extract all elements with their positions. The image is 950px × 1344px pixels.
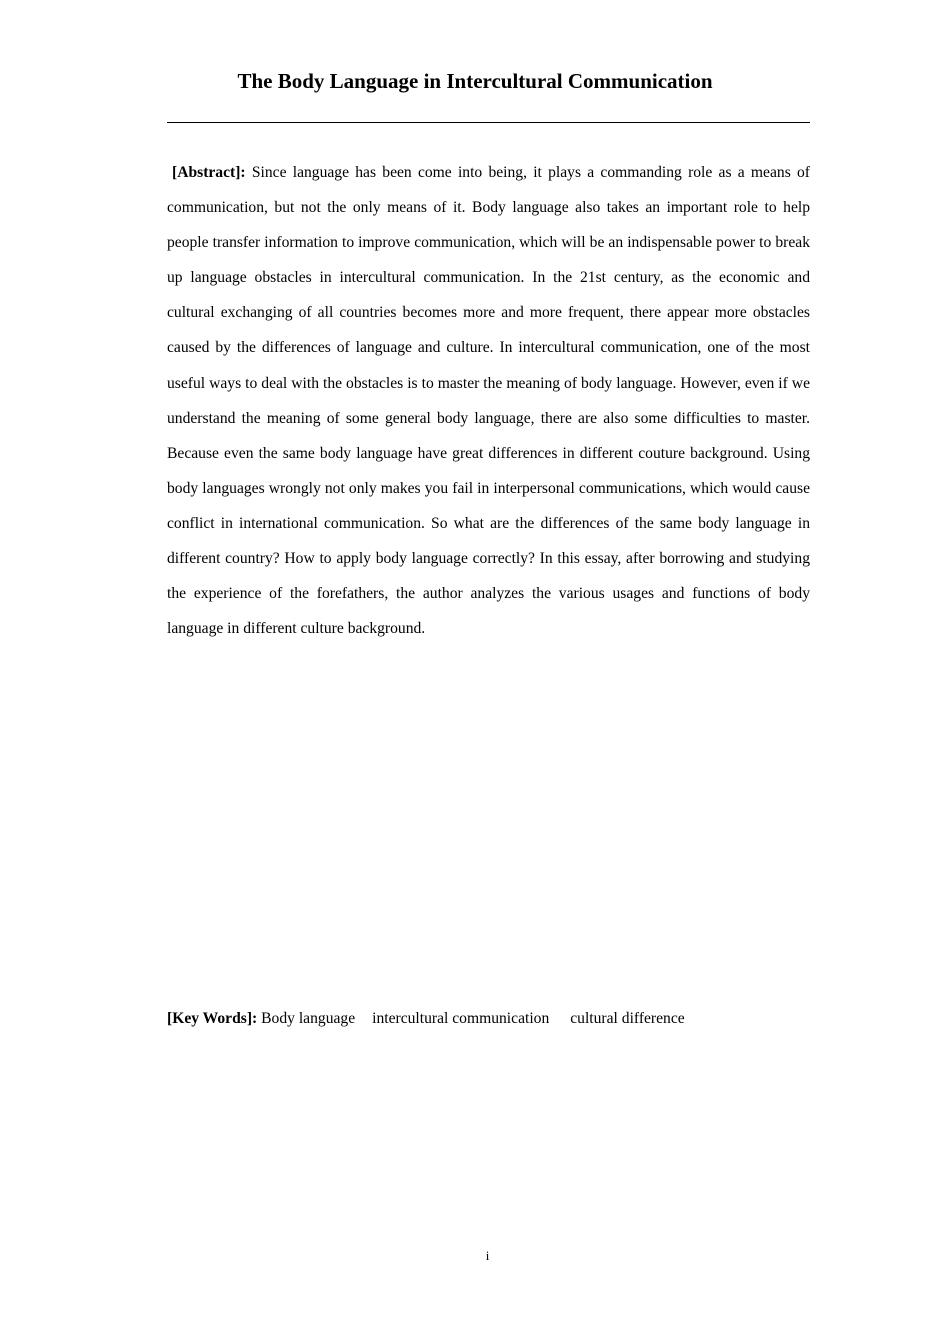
- abstract-text: Since language has been come into being, it plays a commanding role as a means of communication, but not the only means of it. Body language also takes an important role to help people transfer information to improve communication, which will be an indispensable power to break up language obstacles in intercultural communication. In the 21st century, as the economic and cultural exchanging of all countries becomes more and more frequent, there appear more obstacles caused by the differences of language and culture. In intercultural communication, one of the most useful ways to deal with the obstacles is to master the meaning of body language. However, even if we understand the meaning of some general body language, there are also some difficulties to master. Because even the same body language have great differences in different couture background. Using body languages wrongly not only makes you fail in interpersonal communications, which would cause conflict in international communication. So what are the differences of the same body language in different country? How to apply body language correctly? In this essay, after borrowing and studying the experience of the forefathers, the author analyzes the various usages and functions of body language in different culture background.: [167, 164, 810, 638]
- page-number: i: [485, 1248, 490, 1263]
- abstract-label-separator: :: [240, 164, 246, 181]
- keywords-label: [Key Words]:: [167, 1010, 258, 1027]
- abstract-paragraph: [167, 155, 810, 646]
- title-divider: [167, 122, 810, 123]
- page-title: The Body Language in Intercultural Communication: [237, 69, 713, 93]
- abstract-label-text: [Abstract]: [172, 164, 241, 181]
- keywords-line: [167, 1001, 810, 1036]
- keyword-item: cultural difference: [570, 1010, 685, 1027]
- keyword-item: intercultural communication: [372, 1010, 550, 1027]
- keyword-item: Body language: [261, 1010, 356, 1027]
- abstract-label: [172, 164, 246, 181]
